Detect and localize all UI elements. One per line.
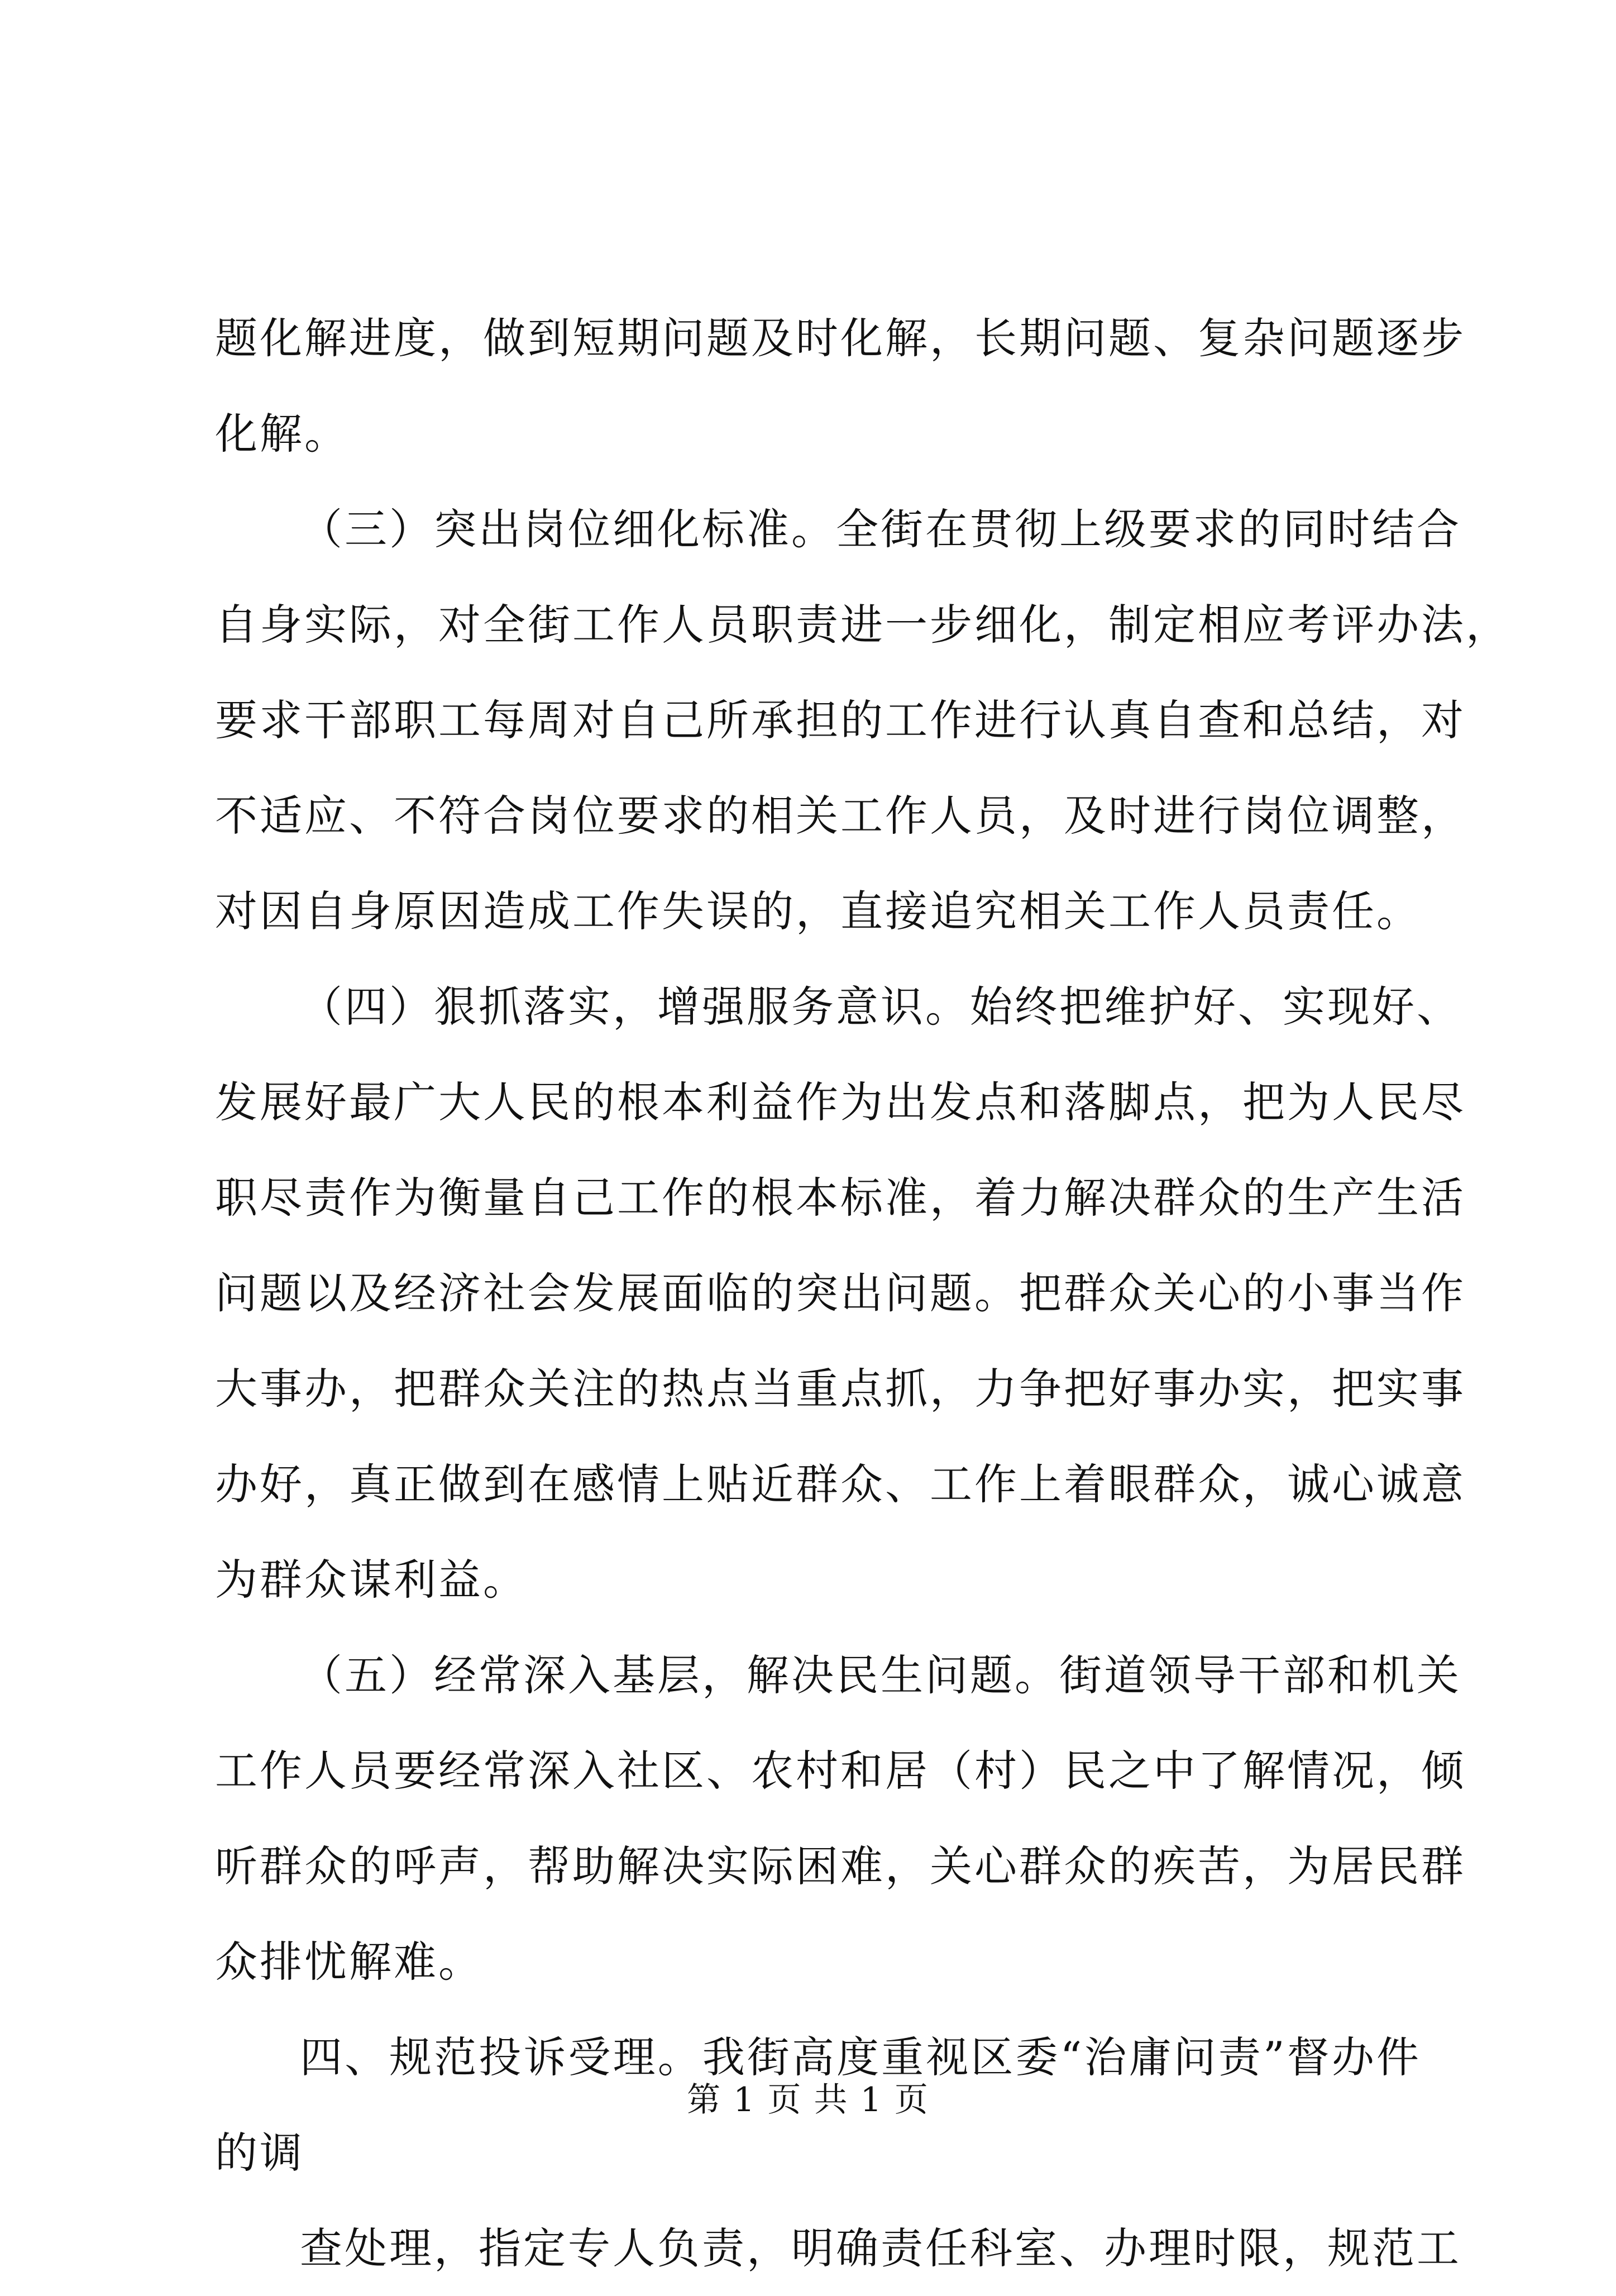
text-line: 为群众谋利益。	[215, 1555, 528, 1605]
text-line: 的调	[215, 2128, 304, 2178]
text-line: 大事办，把群众关注的热点当重点抓，力争把好事办实，把实事	[215, 1364, 1466, 1414]
text-line: 查处理，指定专人负责，明确责任科室、办理时限，规范工	[300, 2223, 1461, 2273]
paragraph-heading-line: （三）突出岗位细化标准。全街在贯彻上级要求的同时结合	[300, 504, 1461, 554]
page-number-footer: 第 1 页 共 1 页	[687, 2080, 929, 2120]
text-line: 自身实际，对全街工作人员职责进一步细化，制定相应考评办法，	[215, 600, 1510, 650]
text-line: 问题以及经济社会发展面临的突出问题。把群众关心的小事当作	[215, 1268, 1466, 1318]
text-line: 题化解进度，做到短期问题及时化解，长期问题、复杂问题逐步	[215, 313, 1466, 363]
section-heading-line: 四、规范投诉受理。我街高度重视区委“治庸问责”督办件	[300, 2032, 1421, 2082]
text-line: 众排忧解难。	[215, 1937, 483, 1987]
text-line: 职尽责作为衡量自己工作的根本标准，着力解决群众的生产生活	[215, 1173, 1466, 1223]
text-line: 发展好最广大人民的根本利益作为出发点和落脚点，把为人民尽	[215, 1077, 1466, 1127]
text-line: 化解。	[215, 409, 349, 459]
text-line: 工作人员要经常深入社区、农村和居（村）民之中了解情况，倾	[215, 1746, 1466, 1796]
paragraph-heading-line: （五）经常深入基层，解决民生问题。街道领导干部和机关	[300, 1650, 1461, 1700]
text-line: 对因自身原因造成工作失误的，直接追究相关工作人员责任。	[215, 886, 1421, 936]
text-line: 听群众的呼声，帮助解决实际困难，关心群众的疾苦，为居民群	[215, 1841, 1466, 1891]
text-line: 不适应、不符合岗位要求的相关工作人员，及时进行岗位调整，	[215, 791, 1466, 841]
paragraph-heading-line: （四）狠抓落实，增强服务意识。始终把维护好、实现好、	[300, 982, 1461, 1032]
document-body	[215, 290, 1510, 2296]
text-line: 要求干部职工每周对自己所承担的工作进行认真自查和总结，对	[215, 695, 1466, 745]
text-line: 办好，真正做到在感情上贴近群众、工作上着眼群众，诚心诚意	[215, 1459, 1466, 1509]
